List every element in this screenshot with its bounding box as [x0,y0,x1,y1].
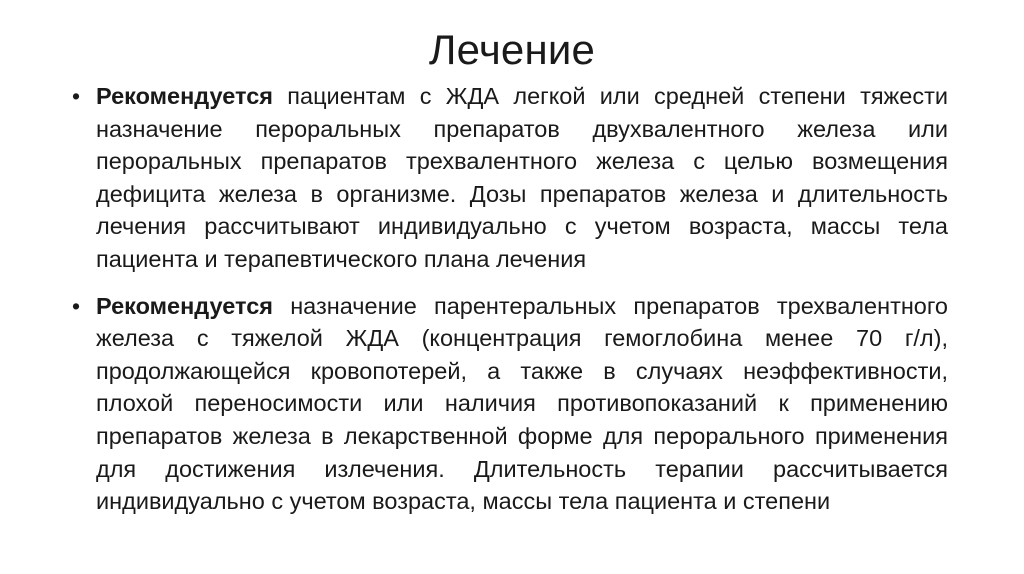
bullet-dot-icon: • [72,292,81,319]
slide-title: Лечение [428,26,596,73]
bullet-lead-text: Рекомендуется [96,292,274,319]
bullet-body-text: назначение парентеральных препаратов трехвалентного железа с тяжелой ЖДА (концентрация гемоглобина менее 70 г/л), продолжающейся кровопотерей, а также в случаях неэффективности, плохой переносимости или наличия противопоказаний к применению препаратов железа в лекарственной форме для перорального применения для достижения излечения. Длительность терапии рассчитывается индивидуально с учетом возраста, массы тела пациента и степени [96,292,948,515]
bullet-dot-icon: • [72,83,81,109]
bullet-item [70,290,948,518]
bullet-lead-text: Рекомендуется [96,83,274,109]
bullet-body-text: пациентам с ЖДА легкой или средней степени тяжести назначение пероральных препаратов двухвалентного железа или пероральных препаратов трехвалентного железа с целью возмещения дефицита железа в организме. Дозы препаратов железа и длительность лечения рассчитывают индивидуально с учетом возраста, массы тела пациента и терапевтического плана лечения [96,83,948,272]
bullet-item [70,80,948,276]
bullet-list [70,80,948,532]
